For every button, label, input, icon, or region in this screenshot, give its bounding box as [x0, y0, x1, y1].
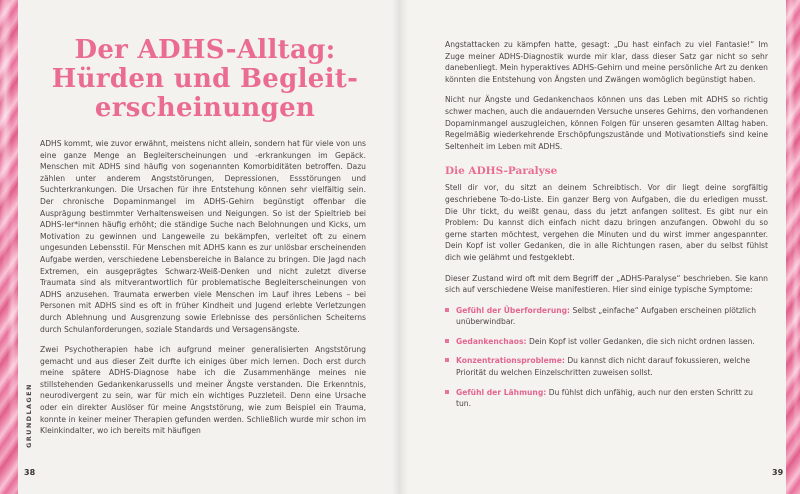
paragraph: Dieser Zustand wird oft mit dem Begriff der „ADHS-Paralyse“ beschrieben. Sie kann sich auf verschiedene Weise manifestieren. Hier sind einige typische Symptome:: [445, 273, 768, 295]
paragraph: ADHS kommt, wie zuvor erwähnt, meistens nicht allein, sondern hat für viele von uns eine ganze Menge an Begleiterscheinungen und -erkrankungen im Gepäck. Menschen mit ADHS sind häufig von sogenannten Komorbiditäten betroffen. Dazu zählen unter anderem Angststörungen, Depressionen, Essstörungen und Suchterkrankungen. Die Ursachen für ihre Entstehung können sehr vielfältig sein. Der chronische Dopaminmangel im ADHS-Gehirn begünstigt offenbar die Ausprägung bestimmter Verhaltensweisen und Neigungen. So ist der Spieltrieb bei ADHS-ler*innen häufig erhöht; die ständige Suche nach Belohnungen und Kicks, um Motivation zu gewinnen und Langeweile zu bekämpfen, verleitet oft zu einem ungesunden Lebensstil. Für Menschen mit ADHS kann es zur unlösbar erscheinenden Aufgabe werden, verschiedene Lebensbereiche in Balance zu bringen. Die Jagd nach Extremen, ein ausgeprägtes Schwarz-Weiß-Denken und nicht zuletzt diverse Traumata sind als mitverantwortlich für problematische Begleiterscheinungen von ADHS anzusehen. Traumata erwerben viele Menschen im Lauf ihres Lebens – bei Personen mit ADHS sind es oft in früher Kindheit und Jugend erlebte Verletzungen durch Ablehnung und Ausgrenzung sowie Erlebnisse des persönlichen Scheiterns durch Schulanforderungen, soziale Standards und Versagensängste.: [40, 139, 366, 334]
list-item: [445, 387, 768, 410]
bullet-term: Konzentrationsprobleme:: [456, 356, 565, 366]
chapter-title: [30, 36, 380, 123]
paragraph: Zwei Psychotherapien habe ich aufgrund meiner generalisierten Angststörung gemacht und aus dieser Zeit durfte ich einiges über mich lernen. Doch erst durch meine spätere ADHS-Diagnose habe ich die Zusammenhänge meines nie stillstehenden Gedankenkarussells und meiner Ängste verstanden. Die Erkenntnis, neurodivergent zu sein, war für mich ein wichtiges Puzzleteil. Denn eine Ursache oder ein direkter Auslöser für meine Angststörung, wie zum Beispiel ein Trauma, konnte in keiner meiner Therapien gefunden werden. Schließlich wurde mir schon im Kleinkindalter, wo ich bereits mit häufigen: [40, 345, 366, 436]
bullet-term: Gefühl der Überforderung:: [456, 305, 571, 315]
subheading: Die ADHS-Paralyse: [445, 165, 558, 178]
paragraph: Stell dir vor, du sitzt an deinem Schreibtisch. Vor dir liegt deine sorgfältig geschriebene To-do-Liste. Ein ganzer Berg von Aufgaben, die du erledigen musst. Die Uhr tickt, du weißt genau, dass du jetzt anfangen solltest. Es gibt nur ein Problem: Du kannst dich einfach nicht dazu bringen anzufangen. Obwohl du so gerne starten möchtest, vergehen die Minuten und du wirst immer angespannter. Dein Kopf ist voller Gedanken, die in alle Richtungen rasen, aber du selbst fühlst dich wie gelähmt und festgeklebt.: [445, 183, 768, 262]
title-line: Hürden und Begleit-: [51, 64, 359, 94]
bullet-term: Gefühl der Lähmung:: [456, 387, 547, 397]
bullet-term: Gedankenchaos:: [456, 336, 527, 346]
marble-edge-left: [0, 0, 18, 494]
list-item: [445, 355, 768, 378]
book-gutter: [392, 0, 408, 494]
title-line: Der ADHS-Alltag:: [74, 35, 336, 65]
bullet-text: Du fühlst dich unfähig, auch nur den ersten Schritt zu tun.: [456, 387, 753, 409]
bullet-text: Selbst „einfache“ Aufgaben erscheinen plötzlich unüberwindbar.: [456, 305, 757, 327]
symptom-list: [445, 305, 768, 410]
bullet-text: Du kannst dich nicht darauf fokussieren, welche Priorität du welchen Einzelschritten zuweisen sollst.: [456, 356, 750, 378]
list-item: [445, 305, 768, 328]
bullet-text: Dein Kopf ist voller Gedanken, die sich nicht ordnen lassen.: [526, 336, 755, 346]
section-label: GRUNDLAGEN: [25, 383, 33, 448]
paragraph: Angstattacken zu kämpfen hatte, gesagt: „Du hast einfach zu viel Fantasie!“ Im Zuge meiner ADHS-Diagnostik wurde mir klar, dass dieser Satz gar nicht so sehr danebenliegt. Mein hyperaktives ADHS-Gehirn und meine persönliche Art zu denken könnten die Entstehung von Ängsten und Zwängen womöglich begünstigt haben.: [445, 40, 768, 84]
page-number-left: 38: [24, 468, 36, 477]
page-number-right: 39: [772, 468, 784, 477]
list-item: [445, 336, 768, 348]
paragraph: Nicht nur Ängste und Gedankenchaos können uns das Leben mit ADHS so richtig schwer machen, auch die andauernden Versuche unseres Gehirns, den vorhandenen Dopaminmangel auszugleichen, können Folgen für unseren gesamten Alltag haben. Regelmäßig wiederkehrende Erschöpfungszustände und Motivationstiefs sind keine Seltenheit im Leben mit ADHS.: [445, 95, 769, 151]
marble-edge-right: [786, 0, 800, 494]
right-column: [445, 39, 768, 418]
title-line: erscheinungen: [94, 93, 316, 123]
left-column: [40, 138, 366, 446]
